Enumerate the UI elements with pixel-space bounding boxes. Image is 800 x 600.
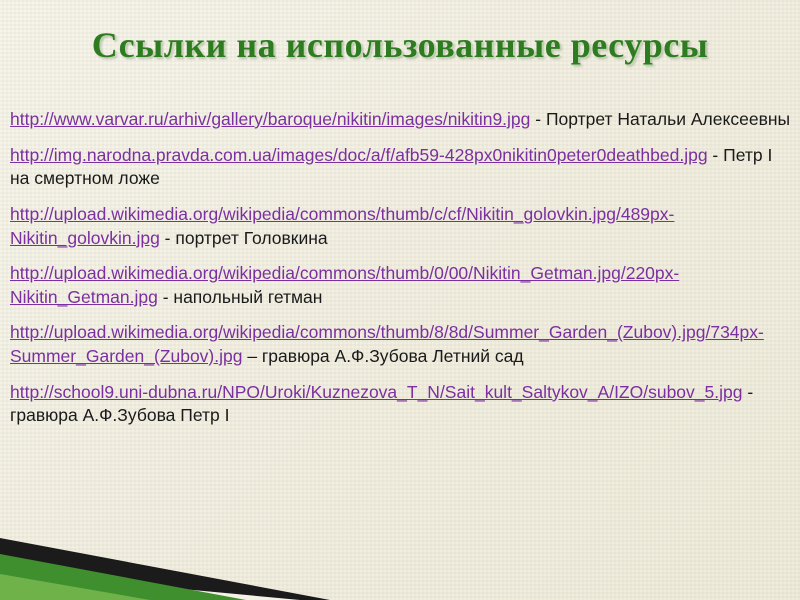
resource-link[interactable]: http://upload.wikimedia.org/wikipedia/commons/thumb/0/00/Nikitin_Getman.jpg/220px-Nikitin_Getman.jpg [10,263,680,307]
list-item [10,108,792,132]
list-item [10,321,792,368]
resource-caption: - гравюра А.Ф.Зубова Петр I [10,381,754,426]
resource-caption: - Петр I на смертном ложе [10,144,773,189]
list-item [10,203,792,250]
decorative-ribbon [0,510,400,600]
ribbon-white-shape [0,572,300,600]
list-item [10,381,792,428]
ribbon-light-green-shape [0,574,150,600]
resource-links-list [10,108,792,440]
resource-link[interactable]: http://upload.wikimedia.org/wikipedia/commons/thumb/8/8d/Summer_Garden_(Zubov).jpg/734px-Summer_Garden_(Zubov).jpg [10,322,764,366]
resource-link[interactable]: http://www.varvar.ru/arhiv/gallery/baroque/nikitin/images/nikitin9.jpg [10,109,531,129]
list-item [10,144,792,191]
resource-link[interactable]: http://school9.uni-dubna.ru/NPO/Uroki/Kuznezova_T_N/Sait_kult_Saltykov_A/IZO/subov_5.jpg [10,381,743,402]
page-title: Ссылки на использованные ресурсы [91,25,709,65]
ribbon-green-shape [0,554,246,600]
resource-caption: – гравюра А.Ф.Зубова Летний сад [242,346,524,366]
resource-caption: - портрет Головкина [159,227,328,248]
list-item [10,262,792,309]
resource-caption: - напольный гетман [157,286,323,307]
resource-caption: - Портрет Натальи Алексеевны [530,109,791,129]
resource-link[interactable]: http://img.narodna.pravda.com.ua/images/doc/a/f/afb59-428px0nikitin0peter0deathbed.jpg [10,144,708,165]
ribbon-black-shape [0,538,330,600]
resource-link[interactable]: http://upload.wikimedia.org/wikipedia/commons/thumb/c/cf/Nikitin_golovkin.jpg/489px-Nikitin_golovkin.jpg [10,203,675,248]
